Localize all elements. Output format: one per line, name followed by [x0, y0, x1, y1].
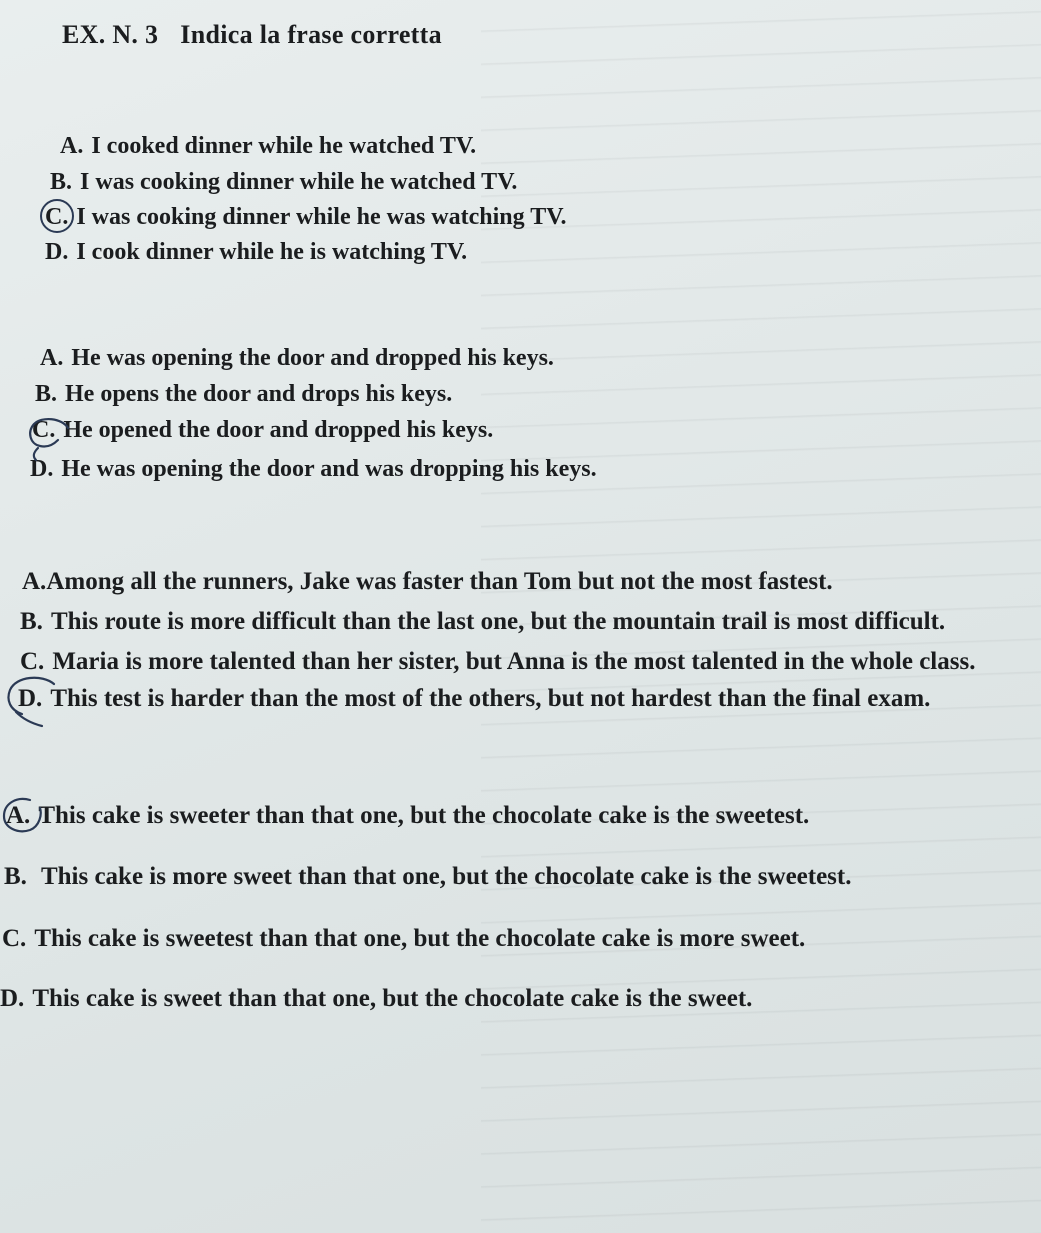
option-text: Among all the runners, Jake was faster than Tom but not the most fastest. — [46, 568, 833, 595]
option-label: B. — [35, 381, 58, 407]
q3-option-a[interactable] — [22, 569, 833, 594]
q2-option-c[interactable] — [32, 418, 493, 442]
option-text: This cake is sweetest than that one, but the chocolate cake is more sweet. — [34, 925, 806, 952]
q1-option-a[interactable] — [60, 134, 476, 158]
option-label: C. — [2, 925, 27, 952]
option-text: I cook dinner while he is watching TV. — [76, 239, 468, 265]
q3-option-c[interactable] — [20, 649, 975, 674]
q1-option-d[interactable] — [45, 240, 467, 264]
option-label: A. — [40, 345, 64, 371]
q4-option-b[interactable] — [4, 864, 851, 889]
option-text: This cake is more sweet than that one, but the chocolate cake is the sweetest. — [40, 863, 852, 890]
option-label: C. — [20, 648, 45, 675]
option-text: He opened the door and dropped his keys. — [63, 417, 494, 443]
option-label: D. — [45, 239, 69, 265]
option-label: A. — [22, 568, 47, 595]
option-label: B. — [50, 169, 73, 195]
option-text: This cake is sweeter than that one, but the chocolate cake is the sweetest. — [38, 802, 810, 829]
q4-option-d[interactable] — [0, 986, 752, 1011]
q2-option-a[interactable] — [40, 346, 554, 370]
option-label: B. — [4, 863, 27, 890]
option-label: A. — [60, 133, 84, 159]
exercise-number: EX. N. 3 — [62, 20, 159, 49]
option-label: B. — [20, 608, 43, 635]
q4-option-c[interactable] — [2, 926, 805, 951]
option-label: D. — [0, 985, 25, 1012]
q3-option-b[interactable] — [20, 609, 945, 634]
option-text: He was opening the door and dropped his keys. — [71, 345, 554, 371]
option-text: This cake is sweet than that one, but the chocolate cake is the sweet. — [32, 985, 753, 1012]
option-label: C. — [45, 204, 69, 230]
option-text: I was cooking dinner while he was watching TV. — [76, 204, 567, 230]
option-label: A. — [6, 802, 31, 829]
option-text: I cooked dinner while he watched TV. — [91, 133, 477, 159]
option-label: D. — [30, 456, 54, 482]
option-text: He was opening the door and was dropping his keys. — [61, 456, 597, 482]
option-text: This test is harder than the most of the others, but not hardest than the final exam. — [50, 685, 931, 712]
q1-option-c[interactable] — [45, 205, 566, 229]
option-label: D. — [18, 685, 43, 712]
q3-option-d[interactable] — [18, 686, 930, 711]
option-text: I was cooking dinner while he watched TV. — [80, 169, 518, 195]
option-text: Maria is more talented than her sister, but Anna is the most talented in the whole class. — [52, 648, 976, 675]
exercise-instruction: Indica la frase corretta — [180, 20, 442, 49]
exercise-title — [62, 20, 442, 50]
q1-option-b[interactable] — [50, 170, 517, 194]
q4-option-a[interactable] — [6, 803, 809, 828]
option-text: He opens the door and drops his keys. — [65, 381, 453, 407]
option-text: This route is more difficult than the last one, but the mountain trail is most difficult. — [50, 608, 946, 635]
q2-option-d[interactable] — [30, 457, 597, 481]
option-label: C. — [32, 417, 56, 443]
q2-option-b[interactable] — [35, 382, 452, 406]
